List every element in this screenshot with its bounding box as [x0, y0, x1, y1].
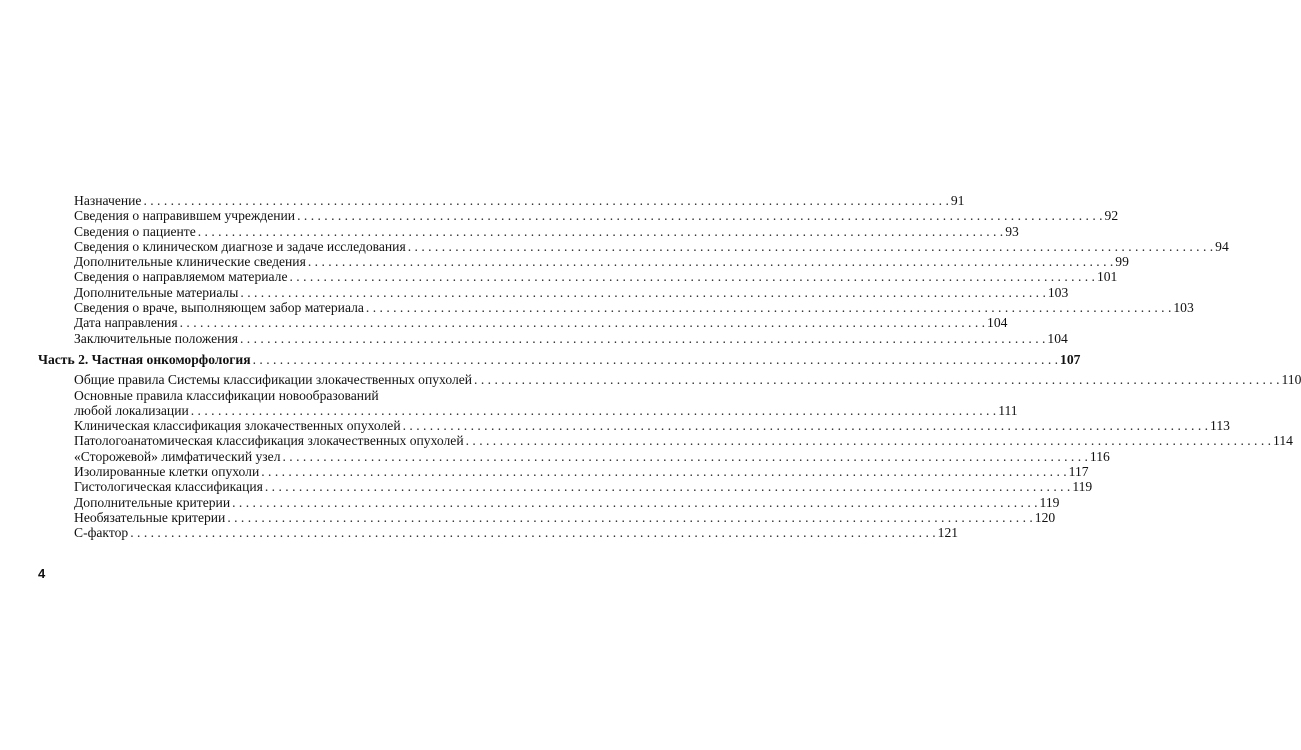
toc-part-heading[interactable] [38, 351, 1081, 367]
toc-entry-page: 111 [998, 402, 1018, 418]
toc-entry-title: Сведения о направляемом материале [74, 269, 288, 285]
toc-entry-title: Патологоанатомическая классификация злокачественных опухолей [74, 433, 464, 449]
toc-entry-page: 91 [950, 193, 965, 208]
toc-entry-page: 94 [1215, 238, 1229, 254]
dot-leader [232, 495, 1037, 510]
toc-entry[interactable] [38, 284, 1069, 300]
dot-leader [474, 372, 1279, 387]
part-heading-title: Часть 2. Частная онкоморфология [38, 351, 251, 367]
dot-leader [180, 315, 985, 330]
dot-leader [282, 449, 1087, 464]
toc-entry[interactable] [38, 330, 1068, 346]
toc-entry-title: Сведения о враче, выполняющем забор материала [74, 300, 364, 316]
toc-entry-title-continuation: любой локализации [74, 402, 189, 418]
dot-leader [308, 254, 1113, 269]
dot-leader [403, 418, 1208, 433]
toc-entry[interactable] [38, 254, 1129, 270]
toc-entry[interactable] [38, 433, 1293, 449]
toc-entry-title: Сведения о направившем учреждении [74, 208, 296, 224]
dot-leader [130, 525, 935, 540]
toc-entry[interactable] [38, 315, 1008, 331]
toc-entry-page: 93 [1005, 223, 1019, 239]
dot-leader [408, 239, 1213, 254]
toc-entry-page: 113 [1210, 418, 1230, 434]
toc-entry-page: 99 [1115, 254, 1129, 270]
toc-entry-title: Дополнительные материалы [74, 284, 239, 300]
dot-leader [227, 510, 1032, 525]
toc-entry-title: Изолированные клетки опухоли [74, 464, 260, 480]
toc-entry[interactable] [38, 208, 1119, 224]
toc-entry[interactable] [38, 418, 1230, 434]
toc-entry-title: Дополнительные клинические сведения [74, 254, 306, 270]
dot-leader [143, 193, 948, 208]
toc-entry-page: 92 [1104, 208, 1119, 224]
toc-entry-title: Сведения о пациенте [74, 223, 196, 239]
toc-entry-title: Общие правила Системы классификации злокачественных опухолей [74, 372, 473, 388]
toc-entry[interactable] [38, 238, 1229, 254]
toc-entry-title: Дата направления [74, 315, 178, 331]
toc-entry-title: С-фактор [74, 525, 129, 541]
toc-entry[interactable] [38, 193, 965, 208]
dot-leader [240, 285, 1045, 300]
toc-entry-title: Необязательные критерии [74, 509, 226, 525]
dot-leader [290, 269, 1095, 284]
toc-entry-title-first-line[interactable]: Основные правила классификации новообразований [74, 387, 379, 403]
toc-entry-title: Гистологическая классификация [74, 479, 263, 495]
dot-leader [253, 352, 1058, 367]
toc-entry-page: 103 [1047, 284, 1069, 300]
toc-entry[interactable] [38, 479, 1093, 495]
toc-entry[interactable] [38, 269, 1118, 285]
toc-entry-page: 104 [1047, 330, 1068, 346]
table-of-contents [38, 193, 1301, 541]
toc-entry[interactable] [38, 402, 1018, 418]
part-heading-page: 107 [1060, 351, 1081, 367]
toc-entry-page: 101 [1096, 269, 1118, 285]
toc-entry[interactable] [38, 300, 1194, 316]
dot-leader [466, 433, 1271, 448]
dot-leader [366, 300, 1171, 315]
dot-leader [297, 208, 1102, 223]
toc-entry[interactable] [38, 372, 1301, 388]
toc-entry[interactable] [38, 525, 959, 541]
dot-leader [265, 479, 1070, 494]
dot-leader [198, 224, 1003, 239]
toc-entry[interactable] [38, 464, 1089, 480]
toc-entry-page: 110 [1281, 372, 1301, 388]
dot-leader [191, 403, 996, 418]
toc-entry-title: Заключительные положения [74, 330, 238, 346]
toc-entry-page: 117 [1068, 464, 1089, 480]
toc-entry[interactable] [38, 448, 1110, 464]
dot-leader [261, 464, 1066, 479]
toc-entry-page: 120 [1034, 509, 1056, 525]
toc-entry-title: Назначение [74, 193, 142, 208]
toc-entry[interactable] [38, 509, 1056, 525]
toc-entry-title: Сведения о клиническом диагнозе и задаче исследования [74, 238, 406, 254]
toc-entry-title: «Сторожевой» лимфатический узел [74, 448, 281, 464]
toc-entry-title: Дополнительные критерии [74, 494, 231, 510]
toc-entry-page: 119 [1072, 479, 1093, 495]
toc-entry[interactable] [38, 223, 1019, 239]
toc-entry-page: 114 [1273, 433, 1293, 449]
dot-leader [240, 331, 1045, 346]
toc-entry-page: 104 [987, 315, 1008, 331]
page-number: 4 [38, 566, 46, 581]
toc-entry-page: 121 [937, 525, 959, 541]
toc-entry-page: 116 [1089, 448, 1110, 464]
toc-entry-title: Клиническая классификация злокачественных опухолей [74, 418, 401, 434]
toc-entry-page: 119 [1039, 494, 1060, 510]
toc-entry[interactable] [38, 494, 1060, 510]
toc-entry-page: 103 [1173, 300, 1194, 316]
